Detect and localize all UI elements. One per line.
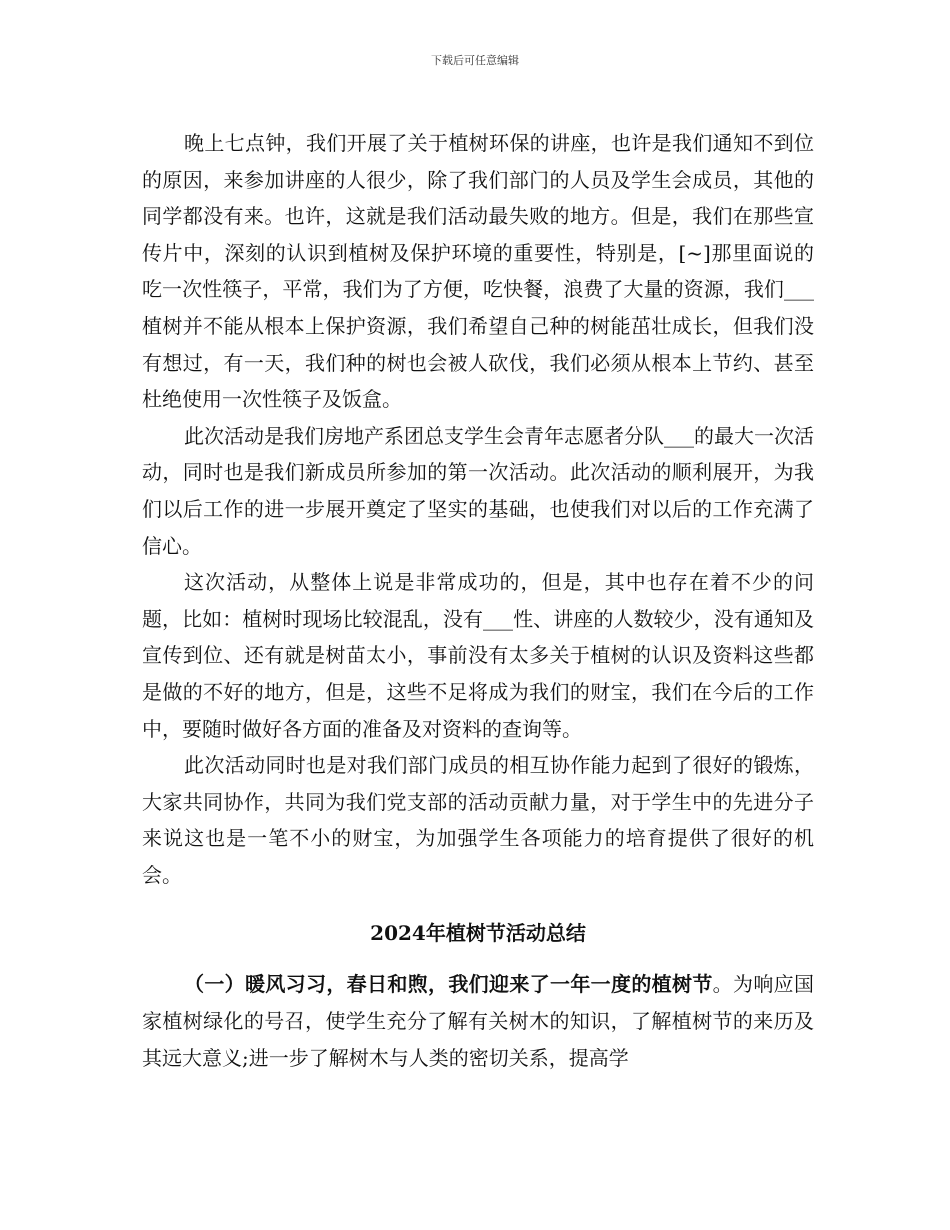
- paragraph-teamwork: 此次活动同时也是对我们部门成员的相互协作能力起到了很好的锻炼，大家共同协作，共同为我们党支部的活动贡献力量，对于学生中的先进分子来说这也是一笔不小的财宝，为加强学生各项能力的培育提供了很好的机会。: [142, 753, 814, 887]
- page-header: 下载后可任意编辑: [431, 54, 519, 67]
- paragraph-activity-significance: 此次活动是我们房地产系团总支学生会青年志愿者分队___的最大一次活动，同时也是我们新成员所参加的第一次活动。此次活动的顺利展开，为我们以后工作的进一步展开奠定了坚实的基础，也使我们对以后的工作充满了信心。: [142, 423, 814, 558]
- section-title: 2024年植树节活动总结: [370, 921, 586, 946]
- section-lead-bold: （一）暖风习习，春日和煦，我们迎来了一年一度的植树节: [184, 972, 713, 997]
- section-lead-text: 。为响应国家植树绿化的号召，使学生充分了解有关树木的知识，了解植树节的来历及其远大意义;进一步了解树木与人类的密切关系，提高学: [142, 972, 815, 1071]
- paragraph-section-intro: [142, 966, 814, 1077]
- paragraph-lecture: 晚上七点钟，我们开展了关于植树环保的讲座，也许是我们通知不到位的原因，来参加讲座的人很少，除了我们部门的人员及学生会成员，其他的同学都没有来。也许，这就是我们活动最失败的地方。但是，我们在那些宣传片中，深刻的认识到植树及保护环境的重要性，特别是，[~]那里面说的吃一次性筷子，平常，我们为了方便，吃快餐，浪费了大量的资源，我们___植树并不能从根本上保护资源，我们希望自己种的树能茁壮成长，但我们没有想过，有一天，我们种的树也会被人砍伐，我们必须从根本上节约、甚至杜绝使用一次性筷子及饭盒。: [142, 131, 814, 412]
- paragraph-problems: 这次活动，从整体上说是非常成功的，但是，其中也存在着不少的问题，比如：植树时现场比较混乱，没有___性、讲座的人数较少，没有通知及宣传到位、还有就是树苗太小，事前没有太多关于植树的认识及资料这些都是做的不好的地方，但是，这些不足将成为我们的财宝，我们在今后的工作中，要随时做好各方面的准备及对资料的查询等。: [142, 570, 814, 741]
- document-body: [142, 125, 814, 1077]
